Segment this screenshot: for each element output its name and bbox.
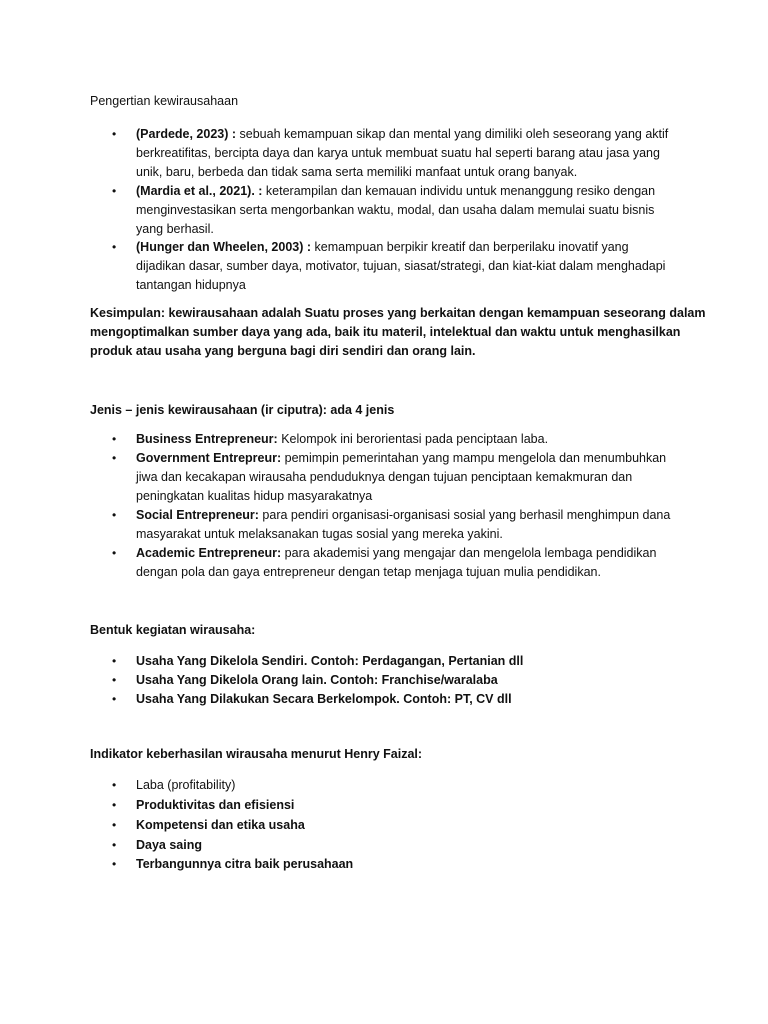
- list-item: [112, 776, 672, 795]
- bullet-icon: •: [112, 818, 117, 832]
- item-source: (Pardede, 2023) :: [136, 127, 237, 141]
- bullet-icon: •: [112, 798, 117, 812]
- item-text: para pendiri organisasi-organisasi sosial yang berhasil menghimpun dana masyarakat untuk melaksanakan tugas sosial yang mereka yakini.: [136, 508, 671, 542]
- list-item: [112, 816, 672, 835]
- conclusion-line: mengoptimalkan sumber daya yang ada, baik itu materil, intelektual dan waktu untuk menghasilkan: [90, 325, 681, 339]
- item-term: Academic Entrepreneur:: [136, 546, 282, 560]
- bullet-icon: •: [112, 184, 117, 198]
- item-text: Daya saing: [136, 838, 203, 852]
- item-text: Kompetensi dan etika usaha: [136, 818, 305, 832]
- item-text: Produktivitas dan efisiensi: [136, 798, 295, 812]
- heading-pengertian: Pengertian kewirausahaan: [90, 94, 239, 108]
- item-text: para akademisi yang mengajar dan mengelola lembaga pendidikan dengan pola dan gaya entrepreneur dengan tetap menjaga tujuan mulia pendidikan.: [136, 546, 657, 580]
- bullet-icon: •: [112, 240, 117, 254]
- bullet-icon: •: [112, 857, 117, 871]
- heading-indikator: Indikator keberhasilan wirausaha menurut Henry Faizal:: [90, 747, 423, 761]
- list-item: [112, 671, 672, 690]
- item-text: Laba (profitability): [136, 778, 236, 792]
- list-item: [112, 238, 672, 296]
- item-text: Usaha Yang Dikelola Sendiri. Contoh: Perdagangan, Pertanian dll: [136, 654, 524, 668]
- bullet-icon: •: [112, 778, 117, 792]
- item-text: Terbangunnya citra baik perusahaan: [136, 857, 354, 871]
- item-source: (Hunger dan Wheelen, 2003) :: [136, 240, 312, 254]
- bullet-icon: •: [112, 838, 117, 852]
- list-item: [112, 506, 672, 544]
- list-item: [112, 430, 672, 449]
- item-term: Social Entrepreneur:: [136, 508, 259, 522]
- bullet-icon: •: [112, 432, 117, 446]
- list-item: [112, 652, 672, 671]
- bullet-icon: •: [112, 451, 117, 465]
- item-text: kemampuan berpikir kreatif dan berperilaku inovatif yang dijadikan dasar, sumber daya, motivator, tujuan, siasat/strategi, dan kiat-kiat dalam menghadapi tantangan hidupnya: [136, 240, 666, 293]
- list-item: [112, 449, 672, 507]
- list-item: [112, 182, 672, 240]
- bullet-icon: •: [112, 673, 117, 687]
- heading-bentuk: Bentuk kegiatan wirausaha:: [90, 623, 256, 637]
- list-item: [112, 544, 672, 582]
- list-item: [112, 855, 672, 874]
- list-item: [112, 125, 672, 183]
- item-source: (Mardia et al., 2021). :: [136, 184, 263, 198]
- item-text: Kelompok ini berorientasi pada penciptaan laba.: [277, 432, 549, 446]
- bullet-icon: •: [112, 546, 117, 560]
- item-text: sebuah kemampuan sikap dan mental yang dimiliki oleh seseorang yang aktif berkreatifitas, bercipta daya dan karya untuk membuat suatu hal seperti barang atau jasa yang unik, baru, berbeda dan tidak sama serta memiliki manfaat untuk orang banyak.: [136, 127, 669, 180]
- item-text: Usaha Yang Dikelola Orang lain. Contoh: Franchise/waralaba: [136, 673, 498, 687]
- list-item: [112, 796, 672, 815]
- conclusion-line: Kesimpulan: kewirausahaan adalah Suatu proses yang berkaitan dengan kemampuan seseorang dalam: [90, 306, 706, 320]
- heading-jenis: Jenis – jenis kewirausahaan (ir ciputra): ada 4 jenis: [90, 403, 395, 417]
- list-item: [112, 836, 672, 855]
- item-text: Usaha Yang Dilakukan Secara Berkelompok. Contoh: PT, CV dll: [136, 692, 512, 706]
- bullet-icon: •: [112, 508, 117, 522]
- bullet-icon: •: [112, 127, 117, 141]
- item-term: Government Entrepreur:: [136, 451, 282, 465]
- item-text: keterampilan dan kemauan individu untuk menanggung resiko dengan menginvestasikan serta mengorbankan waktu, modal, dan usaha dalam memulai suatu bisnis yang berhasil.: [136, 184, 656, 237]
- item-text: pemimpin pemerintahan yang mampu mengelola dan menumbuhkan jiwa dan kecakapan wirausaha penduduknya dengan tujuan penciptaan kemakmuran dan peningkatan kualitas hidup masyarakatnya: [136, 451, 667, 504]
- item-term: Business Entrepreneur:: [136, 432, 278, 446]
- list-item: [112, 690, 672, 709]
- bullet-icon: •: [112, 654, 117, 668]
- conclusion-line: produk atau usaha yang berguna bagi diri sendiri dan orang lain.: [90, 344, 476, 358]
- bullet-icon: •: [112, 692, 117, 706]
